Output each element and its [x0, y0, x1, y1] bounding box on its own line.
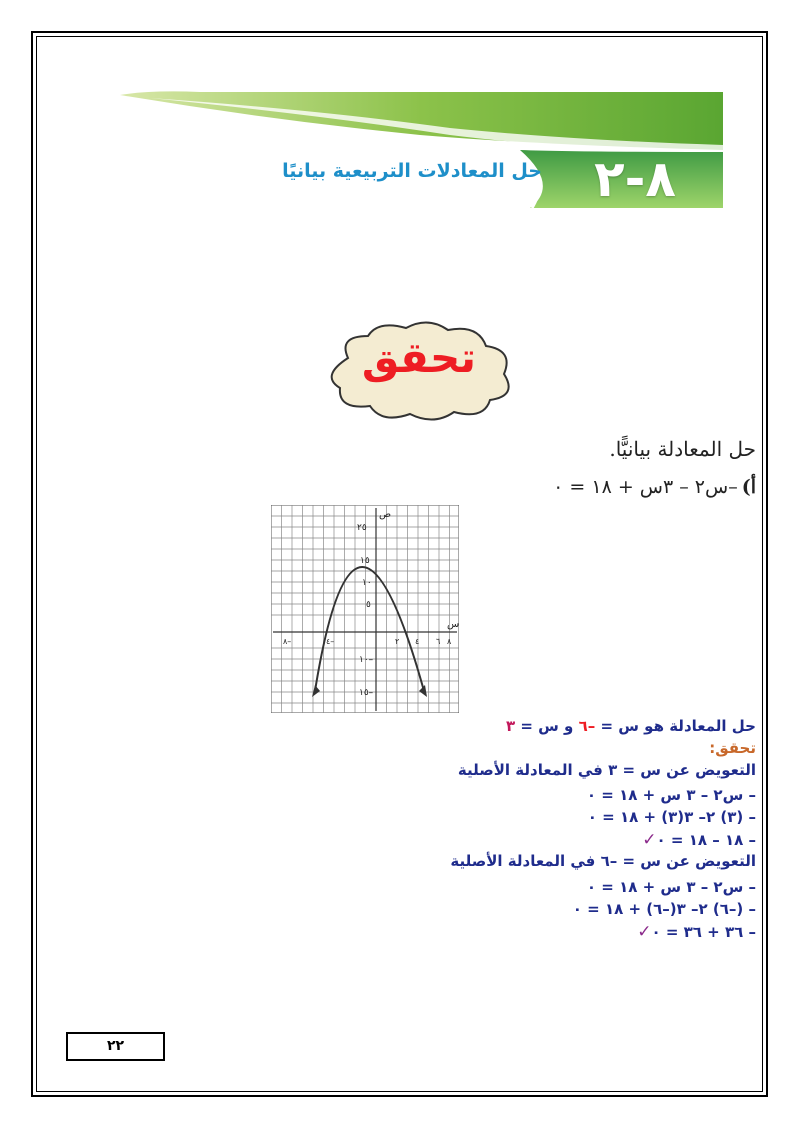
x-axis-label: س	[447, 619, 459, 630]
y-tick-label: ٢٥	[357, 523, 367, 533]
answer-prefix: حل المعادلة هو س =	[595, 717, 756, 735]
y-tick-label: ١٠	[362, 578, 372, 588]
sub2-line-3: – ٣٦ + ٣٦ = ٠	[651, 923, 756, 941]
sub1-line-2: – (٣) ٢– ٣(٣) + ١٨ = ٠	[587, 808, 756, 826]
sub1-line-3: – ١٨ – ١٨ = ٠	[656, 831, 756, 849]
substitution-2-title: التعويض عن س = –٦ في المعادلة الأصلية	[450, 852, 756, 870]
checkmark-icon: ✓	[642, 830, 657, 850]
x-tick-label: ٢	[395, 637, 400, 646]
substitution-1-title: التعويض عن س = ٣ في المعادلة الأصلية	[457, 761, 756, 779]
sub2-line-1: – س٢ – ٣ س + ١٨ = ٠	[586, 878, 756, 896]
lesson-number: ٨-٢	[594, 150, 676, 208]
page-number: ٢٢	[66, 1032, 165, 1061]
sub1-line-1: – س٢ – ٣ س + ١٨ = ٠	[586, 786, 756, 804]
lesson-title: حل المعادلات التربيعية بيانيًا	[282, 160, 542, 182]
x-tick-label: ٨	[447, 637, 452, 646]
x-tick-label: ٤–	[326, 637, 335, 646]
x-tick-label: ٤	[415, 637, 420, 646]
check-label: تحقق:	[709, 739, 756, 757]
y-tick-label: ١٥	[360, 556, 370, 566]
y-tick-label: ٥	[366, 600, 371, 610]
sub2-line-2: – (–٦) ٢– ٣(–٦) + ١٨ = ٠	[572, 900, 756, 918]
answer-value-2: ٣	[505, 717, 516, 735]
x-tick-label: ٨–	[283, 637, 292, 646]
solution-answer	[380, 717, 756, 735]
sub2-line-3-row	[380, 922, 756, 942]
y-tick-label: ١٠–	[359, 655, 374, 665]
exercise-prompt: حل المعادلة بيانيًّا.	[609, 437, 756, 461]
answer-mid: و س =	[515, 717, 579, 735]
y-axis-label: ص	[379, 509, 392, 520]
exercise-equation: –س٢ – ٣س + ١٨ = ٠	[553, 476, 738, 498]
exercise-equation-line	[400, 476, 756, 498]
x-tick-label: ٦	[436, 637, 441, 646]
check-badge-label: تحقق	[361, 333, 477, 382]
answer-value-1: –٦	[578, 717, 596, 735]
exercise-label: أ)	[741, 476, 756, 498]
parabola-graph	[271, 505, 459, 713]
sub1-line-3-row	[380, 830, 756, 850]
y-tick-label: ١٥–	[359, 688, 374, 698]
checkmark-icon: ✓	[637, 922, 652, 942]
